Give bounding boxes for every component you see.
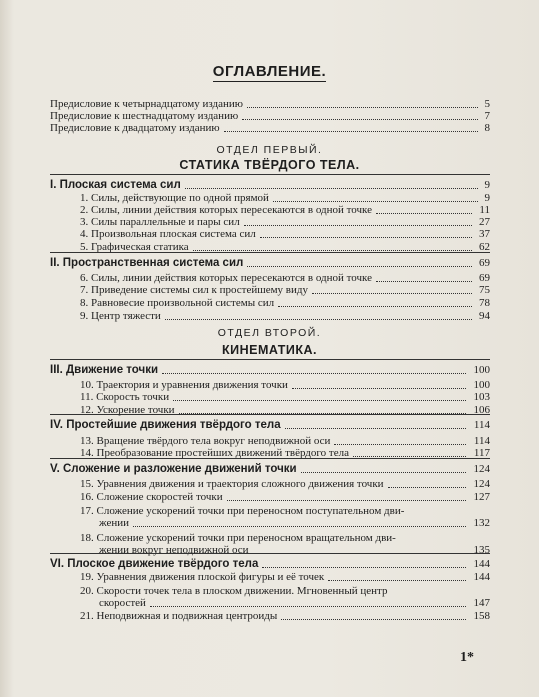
entry-title: 15. Уравнения движения и траектория сложного движения точки bbox=[80, 478, 384, 490]
entry-title: 16. Сложение скоростей точки bbox=[80, 491, 223, 503]
page-number: 7 bbox=[484, 110, 490, 122]
dot-leader bbox=[185, 188, 478, 189]
entry-title: IV. Простейшие движения твёрдого тела bbox=[50, 419, 281, 431]
page-number: 78 bbox=[479, 297, 490, 309]
entry-title: 18. Сложение ускорений точки при переносном вращательном дви- bbox=[80, 532, 396, 544]
section-rule bbox=[50, 174, 490, 175]
dot-leader bbox=[150, 606, 466, 607]
page-number: 62 bbox=[479, 241, 490, 253]
section-rule bbox=[50, 458, 490, 459]
dot-leader bbox=[334, 444, 466, 445]
section-entry-cont bbox=[0, 516, 539, 530]
dot-leader bbox=[173, 400, 466, 401]
dot-leader bbox=[278, 306, 472, 307]
chapter-entry bbox=[0, 557, 539, 571]
dot-leader bbox=[281, 619, 466, 620]
page-number: 75 bbox=[479, 284, 490, 296]
section-entry bbox=[0, 390, 539, 404]
entry-title: жении bbox=[99, 517, 129, 529]
entry-title: Предисловие к двадцатому изданию bbox=[50, 122, 220, 134]
dot-leader bbox=[162, 373, 466, 374]
dot-leader bbox=[285, 428, 466, 429]
page-number: 69 bbox=[479, 257, 490, 269]
dot-leader bbox=[328, 580, 466, 581]
page-title: ОГЛАВЛЕНИЕ. bbox=[212, 63, 327, 80]
signature-mark: 1* bbox=[460, 650, 474, 665]
entry-title: III. Движение точки bbox=[50, 364, 159, 376]
entry-title: 2. Силы, линии действия которых пересекаются в одной точке bbox=[80, 204, 372, 216]
entry-title: 11. Скорость точки bbox=[80, 391, 170, 403]
section-entry bbox=[0, 283, 539, 297]
entry-title: 19. Уравнения движения плоской фигуры и её точек bbox=[80, 571, 325, 583]
entry-title: жении вокруг неподвижной оси bbox=[99, 544, 249, 556]
page-number: 114 bbox=[473, 435, 490, 447]
dot-leader bbox=[292, 388, 466, 389]
section-entry bbox=[0, 570, 539, 584]
dot-leader bbox=[244, 225, 472, 226]
dot-leader bbox=[247, 107, 478, 108]
page-number: 144 bbox=[473, 571, 490, 583]
part-title: СТАТИКА ТВЁРДОГО ТЕЛА. bbox=[179, 158, 360, 172]
page-number: 5 bbox=[484, 98, 490, 110]
entry-title: 10. Траектория и уравнения движения точки bbox=[80, 379, 288, 391]
part-title: КИНЕМАТИКА. bbox=[221, 343, 318, 357]
dot-leader bbox=[227, 500, 466, 501]
section-entry-cont bbox=[0, 543, 539, 557]
entry-title: 9. Центр тяжести bbox=[80, 310, 161, 322]
entry-title: 1. Силы, действующие по одной прямой bbox=[80, 192, 269, 204]
part-label: ОТДЕЛ ВТОРОЙ. bbox=[217, 327, 322, 339]
dot-leader bbox=[376, 281, 472, 282]
page-number: 158 bbox=[473, 610, 490, 622]
entry-title: скоростей bbox=[99, 597, 146, 609]
entry-title: 13. Вращение твёрдого тела вокруг неподвижной оси bbox=[80, 435, 331, 447]
dot-leader bbox=[165, 319, 472, 320]
dot-leader bbox=[262, 567, 466, 568]
chapter-entry bbox=[0, 363, 539, 377]
dot-leader bbox=[312, 293, 472, 294]
entry-title: 8. Равновесие произвольной системы сил bbox=[80, 297, 275, 309]
page-number: 37 bbox=[479, 228, 490, 240]
dot-leader bbox=[247, 266, 472, 267]
dot-leader bbox=[260, 237, 472, 238]
dot-leader bbox=[242, 119, 478, 120]
page-number: 8 bbox=[484, 122, 490, 134]
page-number: 117 bbox=[473, 447, 490, 459]
section-entry-cont bbox=[0, 596, 539, 610]
section-entry bbox=[0, 309, 539, 323]
dot-leader bbox=[193, 250, 472, 251]
section-rule bbox=[50, 414, 490, 415]
dot-leader bbox=[224, 131, 478, 132]
page-number: 100 bbox=[473, 364, 490, 376]
entry-title: 3. Силы параллельные и пары сил bbox=[80, 216, 240, 228]
entry-title: 6. Силы, линии действия которых пересекаются в одной точке bbox=[80, 272, 372, 284]
entry-title: 4. Произвольная плоская система сил bbox=[80, 228, 256, 240]
entry-title: 20. Скорости точек тела в плоском движении. Мгновенный центр bbox=[80, 585, 388, 597]
chapter-entry bbox=[0, 178, 539, 192]
page-number: 9 bbox=[484, 179, 490, 191]
chapter-entry bbox=[0, 256, 539, 270]
section-entry bbox=[0, 490, 539, 504]
entry-title: 21. Неподвижная и подвижная центроиды bbox=[80, 610, 278, 622]
entry-title: Предисловие к шестнадцатому изданию bbox=[50, 110, 239, 122]
page-number: 124 bbox=[473, 463, 490, 475]
entry-title: 14. Преобразование простейших движений твёрдого тела bbox=[80, 447, 349, 459]
page-number: 69 bbox=[479, 272, 490, 284]
entry-title: 12. Ускорение точки bbox=[80, 404, 175, 416]
part-label: ОТДЕЛ ПЕРВЫЙ. bbox=[216, 144, 323, 156]
dot-leader bbox=[388, 487, 466, 488]
entry-title: II. Пространственная система сил bbox=[50, 257, 244, 269]
dot-leader bbox=[133, 526, 466, 527]
entry-title: V. Сложение и разложение движений точки bbox=[50, 463, 297, 475]
dot-leader bbox=[301, 472, 466, 473]
entry-title: Предисловие к четырнадцатому изданию bbox=[50, 98, 243, 110]
page-number: 147 bbox=[473, 597, 490, 609]
page-number: 127 bbox=[473, 491, 490, 503]
page-number: 94 bbox=[479, 310, 490, 322]
chapter-entry bbox=[0, 462, 539, 476]
page-number: 9 bbox=[484, 192, 490, 204]
dot-leader bbox=[353, 456, 466, 457]
page-number: 100 bbox=[473, 379, 490, 391]
page-number: 11 bbox=[479, 204, 490, 216]
section-rule bbox=[50, 252, 490, 253]
section-rule bbox=[50, 359, 490, 360]
page-number: 27 bbox=[479, 216, 490, 228]
page-number: 124 bbox=[473, 478, 490, 490]
entry-title: 17. Сложение ускорений точки при переносном поступательном дви- bbox=[80, 505, 405, 517]
preface-entry bbox=[0, 121, 539, 135]
page-number: 106 bbox=[473, 404, 490, 416]
dot-leader bbox=[376, 213, 472, 214]
entry-title: VI. Плоское движение твёрдого тела bbox=[50, 558, 259, 570]
page-number: 132 bbox=[473, 517, 490, 529]
page-number: 144 bbox=[473, 558, 490, 570]
chapter-entry bbox=[0, 418, 539, 432]
page-number: 114 bbox=[473, 419, 490, 431]
entry-title: I. Плоская система сил bbox=[50, 179, 181, 191]
section-entry bbox=[0, 477, 539, 491]
section-rule bbox=[50, 553, 490, 554]
dot-leader bbox=[273, 201, 478, 202]
page-number: 103 bbox=[473, 391, 490, 403]
entry-title: 7. Приведение системы сил к простейшему виду bbox=[80, 284, 308, 296]
section-entry bbox=[0, 227, 539, 241]
section-entry bbox=[0, 609, 539, 623]
section-entry bbox=[0, 296, 539, 310]
entry-title: 5. Графическая статика bbox=[80, 241, 189, 253]
page-number: 135 bbox=[473, 544, 490, 556]
